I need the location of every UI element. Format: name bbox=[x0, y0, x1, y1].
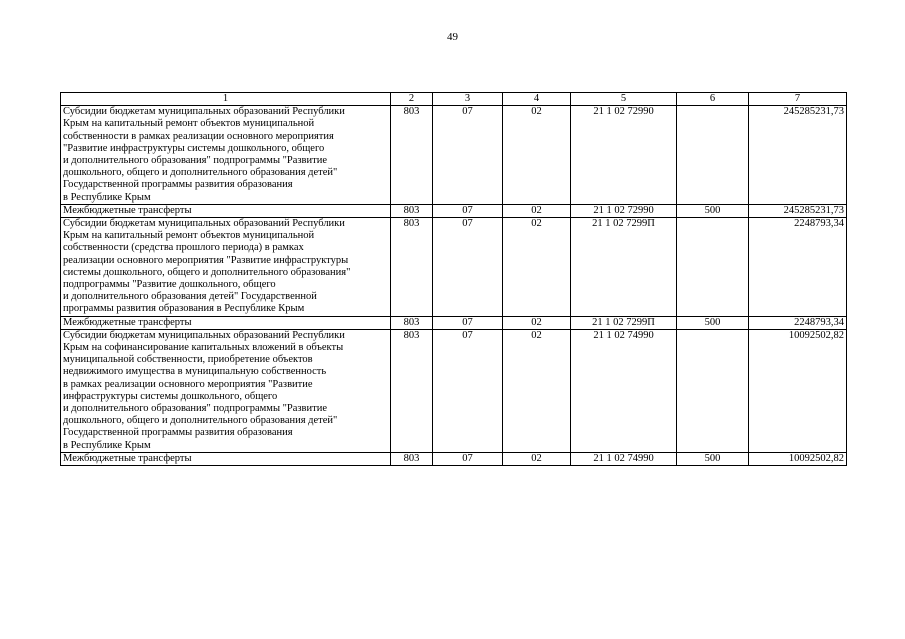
subsection-cell: 02 bbox=[503, 106, 571, 205]
section-cell: 07 bbox=[433, 204, 503, 217]
amount-cell: 245285231,73 bbox=[749, 204, 847, 217]
target-article-cell: 21 1 02 7299П bbox=[571, 218, 677, 317]
column-number-header: 3 bbox=[433, 93, 503, 106]
ministry-code-cell: 803 bbox=[391, 204, 433, 217]
target-article-cell: 21 1 02 72990 bbox=[571, 106, 677, 205]
ministry-code-cell: 803 bbox=[391, 452, 433, 465]
expense-type-cell: 500 bbox=[677, 204, 749, 217]
column-number-row bbox=[61, 93, 847, 106]
target-article-cell: 21 1 02 72990 bbox=[571, 204, 677, 217]
column-number-header: 6 bbox=[677, 93, 749, 106]
ministry-code-cell: 803 bbox=[391, 329, 433, 452]
column-number-header: 7 bbox=[749, 93, 847, 106]
section-cell: 07 bbox=[433, 329, 503, 452]
expense-type-cell: 500 bbox=[677, 452, 749, 465]
column-number-header: 5 bbox=[571, 93, 677, 106]
subsection-cell: 02 bbox=[503, 452, 571, 465]
section-cell: 07 bbox=[433, 218, 503, 317]
section-cell: 07 bbox=[433, 316, 503, 329]
ministry-code-cell: 803 bbox=[391, 316, 433, 329]
description-cell: Межбюджетные трансферты bbox=[61, 316, 391, 329]
description-cell: Межбюджетные трансферты bbox=[61, 204, 391, 217]
amount-cell: 10092502,82 bbox=[749, 452, 847, 465]
transfer-row bbox=[61, 316, 847, 329]
subsidy-row bbox=[61, 218, 847, 317]
amount-cell: 10092502,82 bbox=[749, 329, 847, 452]
target-article-cell: 21 1 02 7299П bbox=[571, 316, 677, 329]
section-cell: 07 bbox=[433, 452, 503, 465]
description-cell: Межбюджетные трансферты bbox=[61, 452, 391, 465]
transfer-row bbox=[61, 204, 847, 217]
subsidy-row bbox=[61, 329, 847, 452]
expense-type-cell bbox=[677, 218, 749, 317]
subsection-cell: 02 bbox=[503, 204, 571, 217]
description-cell: Субсидии бюджетам муниципальных образований Республики Крым на капитальный ремонт объектов муниципальной собственности в рамках реализации основного мероприятия "Развитие инфраструктуры системы дошкольного, общего и дополнительного образования" подпрограммы "Развитие дошкольного, общего и дополнительного образования детей" Государственной программы развития образования в Республике Крым bbox=[61, 106, 391, 205]
budget-table bbox=[60, 92, 847, 466]
page-number: 49 bbox=[447, 31, 458, 43]
description-cell: Субсидии бюджетам муниципальных образований Республики Крым на капитальный ремонт объектов муниципальной собственности (средства прошлого периода) в рамках реализации основного мероприятия "Развитие инфраструктуры системы дошкольного, общего и дополнительного образования" подпрограммы "Развитие дошкольного, общего и дополнительного образования детей" Государственной программы развития образования в Республике Крым bbox=[61, 218, 391, 317]
description-cell: Субсидии бюджетам муниципальных образований Республики Крым на софинансирование капитальных вложений в объекты муниципальной собственности, приобретение объектов недвижимого имущества в муниципальную собственность в рамках реализации основного мероприятия "Развитие инфраструктуры системы дошкольного, общего и дополнительного образования" подпрограммы "Развитие дошкольного, общего и дополнительного образования детей" Государственной программы развития образования в Республике Крым bbox=[61, 329, 391, 452]
expense-type-cell bbox=[677, 329, 749, 452]
amount-cell: 245285231,73 bbox=[749, 106, 847, 205]
column-number-header: 4 bbox=[503, 93, 571, 106]
expense-type-cell: 500 bbox=[677, 316, 749, 329]
ministry-code-cell: 803 bbox=[391, 218, 433, 317]
subsection-cell: 02 bbox=[503, 316, 571, 329]
subsection-cell: 02 bbox=[503, 329, 571, 452]
column-number-header: 2 bbox=[391, 93, 433, 106]
ministry-code-cell: 803 bbox=[391, 106, 433, 205]
transfer-row bbox=[61, 452, 847, 465]
subsection-cell: 02 bbox=[503, 218, 571, 317]
amount-cell: 2248793,34 bbox=[749, 218, 847, 317]
target-article-cell: 21 1 02 74990 bbox=[571, 452, 677, 465]
subsidy-row bbox=[61, 106, 847, 205]
expense-type-cell bbox=[677, 106, 749, 205]
target-article-cell: 21 1 02 74990 bbox=[571, 329, 677, 452]
section-cell: 07 bbox=[433, 106, 503, 205]
amount-cell: 2248793,34 bbox=[749, 316, 847, 329]
column-number-header: 1 bbox=[61, 93, 391, 106]
